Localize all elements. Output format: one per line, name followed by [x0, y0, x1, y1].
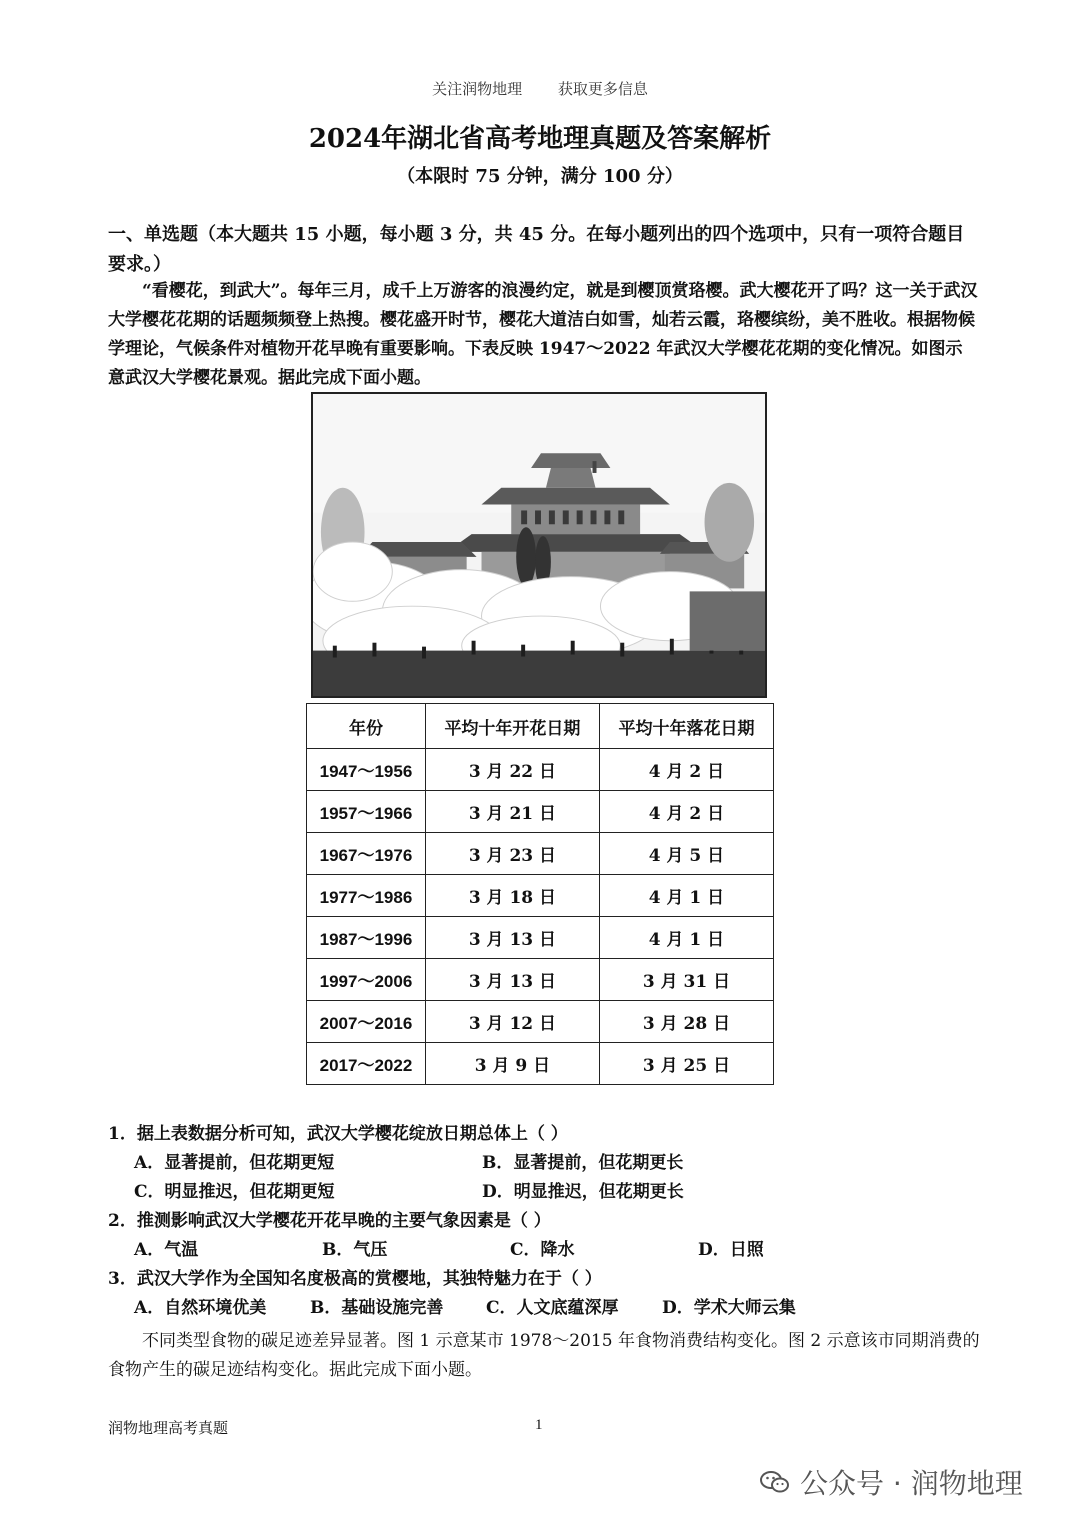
- cherry-blossom-photo: [311, 392, 767, 698]
- table-cell: 1987～1996: [307, 917, 426, 959]
- page-subtitle: （本限时 75 分钟，满分 100 分）: [397, 166, 683, 187]
- page-title: 2024年湖北省高考地理真题及答案解析: [308, 124, 772, 154]
- footer-source: 润物地理高考真题: [108, 1421, 229, 1437]
- passage-1: [108, 277, 978, 393]
- table-header-cell: 平均十年落花日期: [599, 704, 773, 749]
- table-row: [307, 791, 774, 833]
- table-row: [307, 917, 774, 959]
- blossom-period-table: [306, 703, 774, 1085]
- option-c: C．人文底蕴深厚: [486, 1298, 619, 1318]
- option-a: A．自然环境优美: [134, 1298, 267, 1318]
- passage-1-text: “看樱花，到武大”。每年三月，成千上万游客的浪漫约定，就是到樱顶赏珞樱。武大樱花开了吗？这一关于武汉大学樱花花期的话题频频登上热搜。樱花盛开时节，樱花大道洁白如雪，灿若云霞，珞樱缤纷，美不胜收。根据物候学理论，气候条件对植物开花早晚有重要影响。下表反映 1947～2022 年武汉大学樱花花期的变化情况。如图示意武汉大学樱花景观。据此完成下面小题。: [108, 281, 978, 388]
- wechat-icon: [760, 1470, 790, 1494]
- option-c: C．明显推迟，但花期更短: [134, 1182, 335, 1202]
- table-cell: 3 月 12 日: [425, 1001, 599, 1043]
- option-b: B．气压: [322, 1240, 388, 1260]
- header-note: [0, 78, 1080, 99]
- passage-2-text: 不同类型食物的碳足迹差异显著。图 1 示意某市 1978～2015 年食物消费结构变化。图 2 示意该市同期消费的食物产生的碳足迹结构变化。据此完成下面小题。: [108, 1331, 980, 1380]
- question-1: 1．据上表数据分析可知，武汉大学樱花绽放日期总体上（ ）: [108, 1124, 568, 1144]
- table-cell: 3 月 13 日: [425, 959, 599, 1001]
- table-cell: 3 月 18 日: [425, 875, 599, 917]
- watermark-text: 公众号 · 润物地理: [800, 1467, 1023, 1500]
- table-row: [307, 749, 774, 791]
- option-d: D．日照: [698, 1240, 764, 1260]
- table-cell: 3 月 9 日: [425, 1043, 599, 1085]
- table-cell: 3 月 22 日: [425, 749, 599, 791]
- table-cell: 2007～2016: [307, 1001, 426, 1043]
- table-cell: 3 月 28 日: [599, 1001, 773, 1043]
- option-d: D．学术大师云集: [662, 1298, 796, 1318]
- table-cell: 2017～2022: [307, 1043, 426, 1085]
- option-b: B．基础设施完善: [310, 1298, 444, 1318]
- option-a: A．气温: [134, 1240, 199, 1260]
- watermark: [760, 1462, 1023, 1502]
- table-header-cell: 年份: [307, 704, 426, 749]
- table-header-row: [307, 704, 774, 749]
- question-3: 3．武汉大学作为全国知名度极高的赏樱地，其独特魅力在于（ ）: [108, 1269, 602, 1289]
- table-cell: 4 月 2 日: [599, 749, 773, 791]
- table-row: [307, 875, 774, 917]
- table-header-cell: 平均十年开花日期: [425, 704, 599, 749]
- question-1-options: [134, 1149, 988, 1178]
- option-d: D．明显推迟，但花期更长: [482, 1182, 684, 1202]
- question-2-options: [134, 1236, 988, 1265]
- page-number: 1: [535, 1417, 543, 1433]
- table-cell: 1967～1976: [307, 833, 426, 875]
- table-cell: 4 月 5 日: [599, 833, 773, 875]
- table-row: [307, 833, 774, 875]
- table-cell: 1977～1986: [307, 875, 426, 917]
- section-heading: 一、单选题（本大题共 15 小题，每小题 3 分，共 45 分。在每小题列出的四个选项中，只有一项符合题目要求。）: [108, 224, 965, 275]
- table-row: [307, 1001, 774, 1043]
- table-cell: 3 月 13 日: [425, 917, 599, 959]
- option-a: A．显著提前，但花期更短: [134, 1153, 335, 1173]
- table-cell: 3 月 21 日: [425, 791, 599, 833]
- header-note-left: 关注润物地理: [432, 82, 523, 98]
- table-cell: 3 月 23 日: [425, 833, 599, 875]
- question-2: 2．推测影响武汉大学樱花开花早晚的主要气象因素是（ ）: [108, 1211, 551, 1231]
- question-3-options: [134, 1294, 988, 1323]
- cherry-blossom-photo-illustration: [313, 394, 765, 696]
- questions: [108, 1120, 988, 1323]
- table-row: [307, 959, 774, 1001]
- table-row: [307, 1043, 774, 1085]
- table-cell: 1947～1956: [307, 749, 426, 791]
- option-b: B．显著提前，但花期更长: [482, 1153, 684, 1173]
- table-cell: 3 月 25 日: [599, 1043, 773, 1085]
- option-c: C．降水: [510, 1240, 575, 1260]
- header-note-right: 获取更多信息: [557, 82, 648, 98]
- table-cell: 3 月 31 日: [599, 959, 773, 1001]
- table-cell: 1957～1966: [307, 791, 426, 833]
- table-cell: 1997～2006: [307, 959, 426, 1001]
- table-cell: 4 月 1 日: [599, 917, 773, 959]
- passage-2: [108, 1327, 988, 1385]
- table-cell: 4 月 1 日: [599, 875, 773, 917]
- table-cell: 4 月 2 日: [599, 791, 773, 833]
- question-1-options-row2: [134, 1178, 988, 1207]
